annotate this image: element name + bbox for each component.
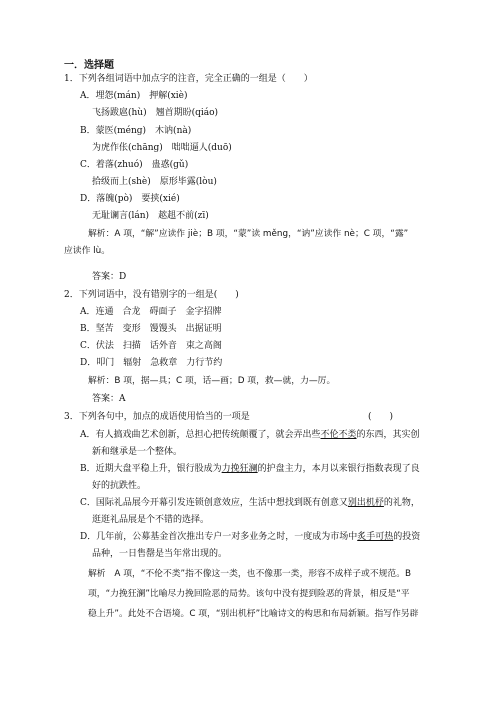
- q2-option-a: A．连通 合龙 碍面子 金字招牌: [80, 307, 222, 317]
- q3-option-a-idiom: 不伦不类: [320, 430, 357, 440]
- q3-analysis-cont-2: 稳上升”。此处不合语境。C 项，“别出机杼”比喻诗文的构思和布局新颖。指写作另辟: [88, 609, 419, 619]
- q1-analysis: 解析：A 项，“解”应读作 jiè；B 项，“蒙”读 měng，“讷”应读作 nè；C 项，“露”: [88, 229, 409, 239]
- q1-answer: 答案：D: [92, 272, 127, 282]
- q1-option-c: C．着落(zhuó) 蛊惑(gǔ): [80, 160, 189, 170]
- q1-option-a: A．埋怨(mán) 押解(xiè): [80, 91, 188, 101]
- q1-option-c-cont: 拾级而上(shè) 原形毕露(lòu): [92, 177, 217, 187]
- q3-option-d-cont: 品种，一日售罄是当年常出现的。: [92, 549, 228, 559]
- q3-option-b: B．近期大盘平稳上升，银行股成为力挽狂澜的护盘主力，本月以来银行指数表现了良: [80, 464, 420, 474]
- q2-stem: 2．下列词语中，没有错别字的一组是( ): [64, 290, 239, 300]
- q3-option-a: A．有人搞戏曲艺术创新，总担心把传统颠覆了，就会弄出些不伦不类的东西，其实创: [80, 430, 420, 440]
- q1-option-d: D．落魄(pò) 要挟(xié): [80, 194, 180, 204]
- q1-option-b-cont: 为虎作伥(chāng) 咄咄逼人(duō): [92, 143, 232, 153]
- q2-answer: 答案：A: [92, 394, 126, 404]
- q3-option-c-idiom: 别出机杼: [347, 498, 384, 508]
- section-title: 一．选择题: [64, 60, 114, 71]
- q3-option-d-idiom: 炙手可热: [357, 532, 394, 542]
- q2-option-d: D．叩门 辐射 急救章 力行节约: [80, 358, 223, 368]
- q3-option-b-cont: 好的抗跌性。: [92, 481, 147, 491]
- q3-option-c: C．国际礼品展今开幕引发连锁创意效应，生活中想找到既有创意又别出机杼的礼物，: [80, 498, 420, 508]
- q3-analysis: 解析 A 项，“不伦不类”指不像这一类，也不像那一类，形容不成样子或不规范。B: [88, 569, 412, 579]
- q1-option-d-cont: 无耻谰言(lán) 趑趄不前(zī): [92, 211, 209, 221]
- q3-stem: 3．下列各句中，加点的成语使用恰当的一项是: [64, 412, 250, 422]
- q2-analysis: 解析：B 项，据—具；C 项，话—画；D 项，救—就，力—厉。: [88, 376, 336, 386]
- q3-option-c-cont: 逛逛礼品展是个不错的选择。: [92, 515, 210, 525]
- q3-bracket: ( ): [368, 412, 394, 422]
- q2-option-b: B．坚苦 变形 馒馒头 出据证明: [80, 324, 222, 334]
- q1-analysis-cont: 应读作 lù。: [64, 246, 111, 256]
- q1-stem: 1．下列各组词语中加点字的注音，完全正确的一组是（ ）: [64, 74, 313, 84]
- q3-option-d: D．几年前，公募基金首次推出专户一对多业务之时，一度成为市场中炙手可热的投资: [80, 532, 421, 542]
- q3-option-b-idiom: 力挽狂澜: [221, 464, 258, 474]
- q3-option-a-cont: 新和继承是一个整体。: [92, 447, 183, 457]
- q2-option-c: C．伏法 扫描 话外音 束之高阁: [80, 341, 222, 351]
- q1-option-b: B．蒙医(méng) 木讷(nà): [80, 126, 192, 136]
- q3-analysis-cont-1: 项，“力挽狂澜”比喻尽力挽回险恶的局势。该句中没有提到险恶的背景，相反是“平: [88, 589, 410, 599]
- q1-option-a-cont: 飞扬跋扈(hù) 翘首期盼(qiáo): [92, 108, 219, 118]
